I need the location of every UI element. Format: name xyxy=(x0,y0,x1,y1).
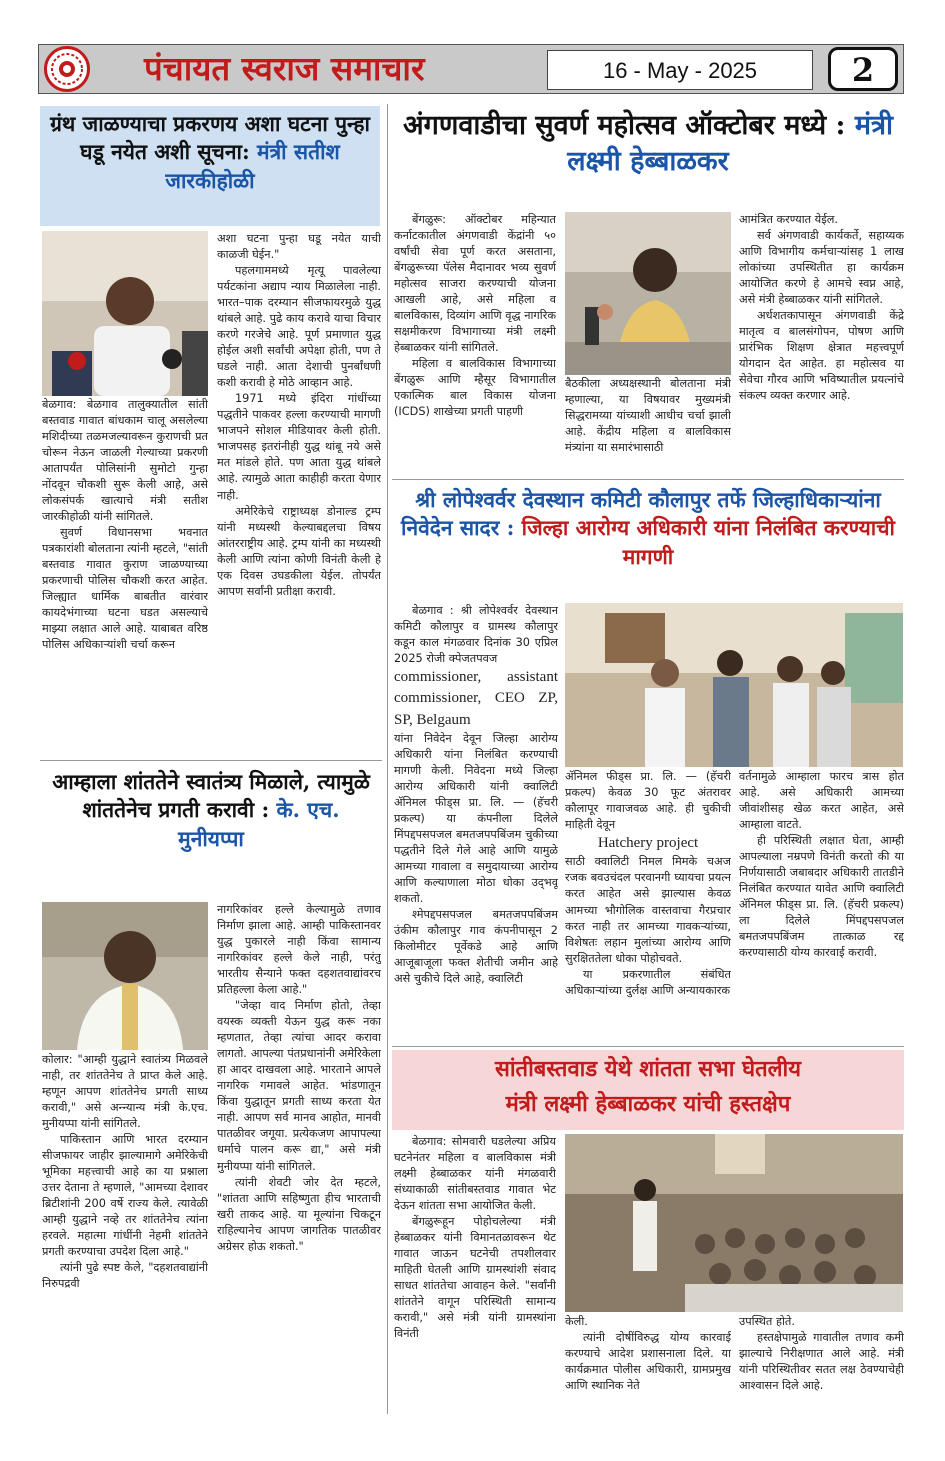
column-divider xyxy=(387,104,388,1414)
issue-date: 16 - May - 2025 xyxy=(547,50,813,90)
article4-headline: आम्हाला शांततेने स्वातंत्र्य मिळाले, त्यामुळे शांततेनेच प्रगती करावी : के. एच. मुनीयप्पा xyxy=(52,769,370,851)
article1-headline-minister: मंत्री सतीश जारकीहोळी xyxy=(165,139,340,193)
article5-photo xyxy=(565,1134,903,1312)
article2-column-2: बैठकीला अध्यक्षस्थानी बोलताना मंत्री म्हणाल्या, या विषयावर मुख्यमंत्री सिद्धरामय्या यांच्याशी आधीच चर्चा झाली आहे. केंद्रीय महिला व बालविकास मंत्र्यांना या समारंभासाठी xyxy=(565,377,731,455)
article3-column-2: ॲनिमल फीड्स प्रा. लि. — (हॅचरी प्रकल्प) केवळ 30 फूट अंतरावर कौलापूर गावाजवळ आहे. ही चुकीची माहिती देवून Hatchery project साठी क्वालिटी निमल मिमके चअज रजक बवउचंदल परवानगी घ्यायचा प्रयत्न करत आहेत असे झाल्यास केवळ आमच्या भौगोलिक वास्तवाचा गैरप्रचार करत नाही तर आमच्या गावकऱ्यांच्या, विशेषतः लहान मुलांच्या आरोग्य आणि सुरक्षिततेला धोका पोहोचवते. या प्रकरणातील संबंधित अधिकाऱ्यांच्या दुर्लक्ष आणि अन्यायकारक xyxy=(565,770,731,997)
section-divider xyxy=(392,1046,904,1047)
page-number: 2 xyxy=(828,47,898,91)
article2-column-3: आमंत्रित करण्यात येईल. सर्व अंगणवाडी कार्यकर्ते, सहाय्यक आणि विभागीय कर्मचाऱ्यांसह 1 लाख लोकांच्या उपस्थितीत हा कार्यक्रम आयोजित करणे हे आमचे स्वप्न आहे, असे मंत्री हेब्बाळकर यांनी सांगितले. अर्धशतकापासून अंगणवाडी केंद्रे मातृत्व व बालसंगोपन, पोषण आणि प्रारंभिक शिक्षण क्षेत्रात महत्त्वपूर्ण योगदान देत आहेत. हा महोत्सव या सेवेचा गौरव आणि भविष्यातील प्रयत्नांचे संकल्प व्यक्त करणार आहे. xyxy=(739,213,904,403)
article3-photo xyxy=(565,603,903,767)
section-divider xyxy=(40,760,382,761)
article4-column-1: कोलार: "आम्ही युद्धाने स्वातंत्र्य मिळवले नाही, तर शांततेनेच ते प्राप्त केले आहे. म्हणून आपण शांततेनेच प्रगती साध्य करावी," असे अन्न्यान्य मंत्री के.एच. मुनीयप्पा यांनी सांगितले. पाकिस्तान आणि भारत दरम्यान सीजफायर जाहीर झाल्यामागे अमेरिकेची भूमिका महत्त्वाची आहे का या प्रश्नाला उत्तर देताना ते म्हणाले, "आमच्या देशावर ब्रिटीशांनी 200 वर्षे राज्य केले. त्यावेळी आम्ही युद्धाने नव्हे तर शांततेनेच त्यांना हरवले. महात्मा गांधींनी नेहमी शांततेने प्रगती करण्याचा उपदेश दिला आहे." त्यांनी पुढे स्पष्ट केले, "दहशतवाद्यांनी निरुपद्रवी xyxy=(42,1053,208,1291)
article2-column-1: बेंगळुरू: ऑक्टोबर महिन्यात कर्नाटकातील अंगणवाडी केंद्रांनी ५० वर्षांची सेवा पूर्ण करत असताना, बेंगळुरूच्या पॅलेस मैदानावर भव्य सुवर्ण महोत्सव साजरा करण्याची योजना आखली आहे, असे महिला व बालविकास, दिव्यांग आणि वृद्ध नागरिक सक्षमीकरण विभागाच्या मंत्री लक्ष्मी हेब्बाळकर यांनी सांगितले. महिला व बालविकास विभागाच्या बेंगळुरू आणि म्हैसूर विभागातील एकात्मिक बाल विकास योजना (ICDS) शाखेच्या प्रगती पाहणी xyxy=(394,213,556,419)
article5-headline-minister: मंत्री लक्ष्मी हेब्बाळकर यांची हस्तक्षेप xyxy=(505,1091,791,1118)
article1-photo xyxy=(42,231,208,396)
article2-headline-minister: मंत्री लक्ष्मी हेब्बाळकर xyxy=(567,110,893,178)
article1-column-1: बेळगाव: बेळगाव तालुक्यातील सांती बस्तवाड गावात बांधकाम चालू असलेल्या मशिदीच्या तळमजल्यावरून कुराणची प्रत चोरून नेऊन जाळली गेल्याच्या प्रकरणी आतापर्यंत पोलिसांनी सुमोटो गुन्हा नोंदवून चौकशी सुरू केली आहे, असे लोकसंपर्क खात्याचे मंत्री सतीश जारकीहोळी यांनी सांगितले. सुवर्ण विधानसभा भवनात पत्रकारांशी बोलताना त्यांनी म्हटले, "सांती बस्तवाड गावात कुराण जाळण्याच्या प्रकरणाची पोलिस चौकशी करत आहेत. जिल्ह्यात धार्मिक बाबतीत वारंवार कायदेभंगाच्या घटना घडत असल्याचे माझ्या लक्षात आले आहे. याबाबत वरिष्ठ पोलिस अधिकाऱ्यांशी चर्चा करून xyxy=(42,398,208,652)
article3-column-1: बेळगाव : श्री लोपेश्वर्वर देवस्थान कमिटी कौलापुर व ग्रामस्थ कौलापुर कडून काल मंगळवार दिनांक 30 एप्रिल 2025 रोजी क्पेजतपवज commissioner, assistant commissioner, CEO ZP, SP, Belgaum यांना निवेदेन देवून जिल्हा आरोग्य अधिकारी यांना निलंबित करण्याची मागणी केली. निवेदना मध्ये जिल्हा आरोग्य अधिकारी यांनी क्वालिटी ॲनिमल फीड्स प्रा. लि. — (हॅचरी प्रकल्प) या कंपनीला दिलेले मिंपद्दपसपजल बमतजपपबिंजम चुकीच्या पद्धतीने दिले गेले आहे आणि यामुळे आमच्या गावाला व समुदायाच्या आरोग्य आणि कल्याणाला मोठा धोका उद्‌भवू शकतो. श्मेपद्दपसपजल बमतजपपबिंजम उंकीम कौलापुर गाव कंपनीपासून 2 किलोमीटर पूर्वेकडे आहे आणि आजूबाजूला फक्त शेतीची जमीन आहे असे चुकीचे दिले आहे, क्वालिटी xyxy=(394,604,558,986)
article4-photo xyxy=(42,902,208,1050)
article4-column-2: नागरिकांवर हल्ले केल्यामुळे तणाव निर्माण झाला आहे. आम्ही पाकिस्तानवर युद्ध पुकारले नाही किंवा सामान्य नागरिकांवर हल्ले केले नाही, परंतु भारतीय सैन्याने फक्त दहशतवाद्यांवरच प्रतिहल्ला केला आहे." "जेव्हा वाद निर्माण होतो, तेव्हा वयस्क व्यक्ती येऊन युद्ध करू नका म्हणतात, तेव्हा त्यांचा आदर करावा लागतो. आपल्या पंतप्रधानांनी अमेरिकेला हा आदर दाखवला आहे. भारताने आपले नागरिक गमावले आहेत. भांडणातून किंवा युद्धातून प्रगती साध्य करता येत नाही. आपण सर्व मानव आहोत, मानवी पातळीवर जगूया. प्रत्येकजण आपापल्या धर्माचे पालन करू द्या," असे मंत्री मुनीयप्पा यांनी सांगितले. त्यांनी शेवटी जोर देत म्हटले, "शांतता आणि सहिष्णुता हीच भारताची खरी ताकद आहे. या मूल्यांना चिकटून राहिल्यानेच आपण जागतिक पातळीवर अग्रेसर होऊ शकतो." xyxy=(217,903,381,1253)
article4-headline-minister: के. एच. मुनीयप्पा xyxy=(178,797,340,851)
article1-headline: ग्रंथ जाळण्याचा प्रकरणय अशा घटना पुन्हा घडू नयेत अशी सूचना: मंत्री सतीश जारकीहोळी xyxy=(40,106,380,226)
newspaper-title: पंचायत स्वराज समाचार xyxy=(144,49,425,88)
article5-column-3: उपस्थित होते. हस्तक्षेपामुळे गावातील तणाव कमी झाल्याचे निरीक्षणात आले आहे. मंत्री यांनी परिस्थितीवर सतत लक्ष ठेवण्याचेही आश्वासन दिले आहे. xyxy=(739,1315,904,1393)
section-divider xyxy=(392,479,904,480)
article3-column-3: वर्तनामुळे आम्हाला फारच त्रास होत आहे. असे अधिकारी आमच्या जीवांशीसह खेळ करत आहेत, असे आम्हाला वाटते. ही परिस्थिती लक्षात घेता, आम्ही आपल्याला नम्रपणे विनंती करतो की या निर्णयासाठी जबाबदार अधिकारी तातडीने निलंबित करण्यात यावेत आणि क्वालिटी ॲनिमल फीड्स प्रा. लि. (हॅचरी प्रकल्प) ला दिलेले मिंपद्दपसपजल बमतजपपबिंजम तात्काळ रद्द करण्यासाठी योग्य कारवाई करावी. xyxy=(739,770,904,960)
article5-column-1: बेळगाव: सोमवारी घडलेल्या अप्रिय घटनेनंतर महिला व बालविकास मंत्री लक्ष्मी हेब्बाळकर यांनी मंगळवारी संध्याकाळी सांतीबस्तवाड गावात भेट देऊन शांतता सभा आयोजित केली. बेंगळुरूहून पोहोचलेल्या मंत्री हेब्बाळकर यांनी विमानतळावरून थेट गावात जाऊन घटनेची तपशीलवार माहिती घेतली आणि ग्रामस्थांशी संवाद साधत शांततेचा आवाहन केले. "सर्वांनी शांततेने वागून परिस्थिती सामान्य करावी," असे मंत्री यांनी ग्रामस्थांना विनंती xyxy=(394,1135,556,1341)
panchayat-logo-icon xyxy=(44,46,90,92)
article2-headline: अंगणवाडीचा सुवर्ण महोत्सव ऑक्टोबर मध्ये : मंत्री लक्ष्मी हेब्बाळकर xyxy=(403,110,893,178)
article5-column-2: केली. त्यांनी दोषींविरुद्ध योग्य कारवाई करण्याचे आदेश प्रशासनाला दिले. या कार्यक्रमात पोलीस अधिकारी, ग्रामप्रमुख आणि स्थानिक नेते xyxy=(565,1315,731,1393)
article1-column-2: अशा घटना पुन्हा घडू नयेत याची काळजी घेईन." पहलगाममध्ये मृत्यू पावलेल्या पर्यटकांना अद्याप न्याय मिळालेला नाही. भारत–पाक दरम्यान सीजफायरमुळे युद्ध थांबले आहे. पुढे काय करावे याचा विचार करणे गरजेचे आहे. पूर्ण प्रमाणात युद्ध होईल अशी सर्वांची अपेक्षा होती, पण ते घडले नाही. आता देशाची पुनर्बांधणी कशी करावी हे मोठे आव्हान आहे. 1971 मध्ये इंदिरा गांधींच्या पद्धतीने पाकवर हल्ला करण्याची मागणी भाजपने सोशल मीडियावर केली होती. भाजपसह इतरांनीही युद्ध थांबू नये असे मत मांडले होते. पण आता युद्ध थांबले आहे. त्यामुळे आता काहीही करता येणार नाही. अमेरिकेचे राष्ट्राध्यक्ष डोनाल्ड ट्रम्प यांनी मध्यस्थी केल्याबद्दलचा विषय आंतरराष्ट्रीय आहे. ट्रम्प यांनी का मध्यस्थी केली आणि त्यांना कोणी विनंती केली हे एक दिवस उघडकीला येईल. तोपर्यंत आपण सर्वांनी प्रतीक्षा करावी. xyxy=(217,232,381,598)
article3-headline-demand: जिल्हा आरोग्य अधिकारी यांना निलंबित करण्याची मागणी xyxy=(521,515,895,569)
article5-headline: सांतीबस्तवाड येथे शांतता सभा घेतलीय मंत्री लक्ष्मी हेब्बाळकर यांची हस्तक्षेप xyxy=(392,1050,904,1130)
article2-photo xyxy=(565,212,731,375)
article3-headline: श्री लोपेश्वर्वर देवस्थान कमिटी कौलापुर तर्फे जिल्हाधिकाऱ्यांना निवेदेन सादर : जिल्हा आरोग्य अधिकारी यांना निलंबित करण्याची मागणी xyxy=(401,487,895,569)
